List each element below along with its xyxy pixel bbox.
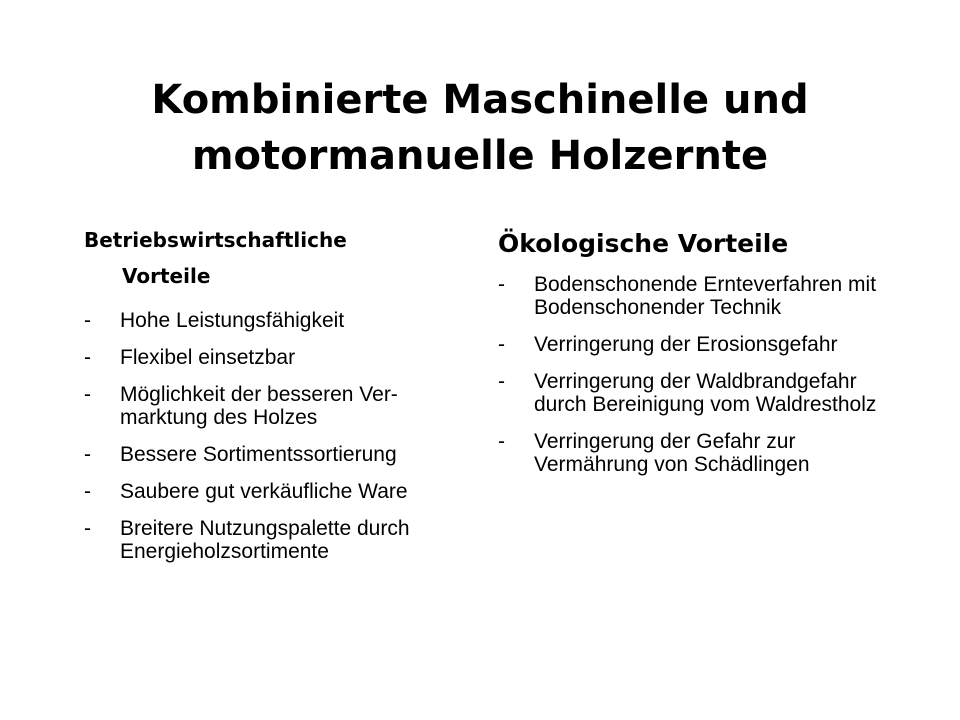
- bullet-dash: -: [84, 480, 91, 503]
- list-item-text: Breitere Nutzungspalette durch Energieholzsortimente: [120, 517, 410, 563]
- right-bullet-list: [498, 273, 888, 490]
- left-column-heading: [84, 222, 484, 294]
- list-item-text: Bessere Sortimentssortierung: [120, 443, 397, 466]
- list-item-text: Verringerung der Waldbrandgefahr durch Bereinigung vom Waldrestholz: [534, 370, 877, 416]
- bullet-dash: -: [84, 346, 91, 369]
- bullet-dash: -: [498, 430, 505, 453]
- slide-title-line-1: Kombinierte Maschinelle und: [151, 77, 809, 123]
- bullet-dash: -: [84, 517, 91, 540]
- left-bullet-list: [84, 309, 484, 577]
- list-item-text: Hohe Leistungsfähigkeit: [120, 309, 345, 332]
- list-item: [498, 430, 888, 476]
- list-item: [84, 443, 484, 466]
- list-item-text: Möglichkeit der besseren Ver-marktung des Holzes: [120, 383, 398, 429]
- right-column-heading: Ökologische Vorteile: [498, 229, 789, 258]
- list-item: [84, 346, 484, 369]
- list-item: [498, 273, 888, 319]
- bullet-dash: -: [84, 383, 91, 406]
- list-item-text: Saubere gut verkäufliche Ware: [120, 480, 408, 503]
- list-item: [84, 480, 484, 503]
- left-heading-line-1: Betriebswirtschaftliche: [84, 228, 347, 252]
- bullet-dash: -: [498, 273, 505, 296]
- list-item: [84, 383, 484, 429]
- list-item: [498, 333, 888, 356]
- bullet-dash: -: [84, 309, 91, 332]
- list-item-text: Verringerung der Erosionsgefahr: [534, 333, 838, 356]
- bullet-dash: -: [498, 333, 505, 356]
- slide-title-line-2: motormanuelle Holzernte: [191, 133, 769, 179]
- list-item: [84, 309, 484, 332]
- left-heading-line-2: Vorteile: [122, 264, 211, 288]
- list-item-text: Bodenschonende Ernteverfahren mit Bodenschonender Technik: [534, 273, 877, 319]
- bullet-dash: -: [498, 370, 505, 393]
- bullet-dash: -: [84, 443, 91, 466]
- list-item: [498, 370, 888, 416]
- list-item-text: Verringerung der Gefahr zur Vermährung von Schädlingen: [534, 430, 810, 476]
- list-item: [84, 517, 484, 563]
- list-item-text: Flexibel einsetzbar: [120, 346, 296, 369]
- slide-title: [0, 72, 960, 184]
